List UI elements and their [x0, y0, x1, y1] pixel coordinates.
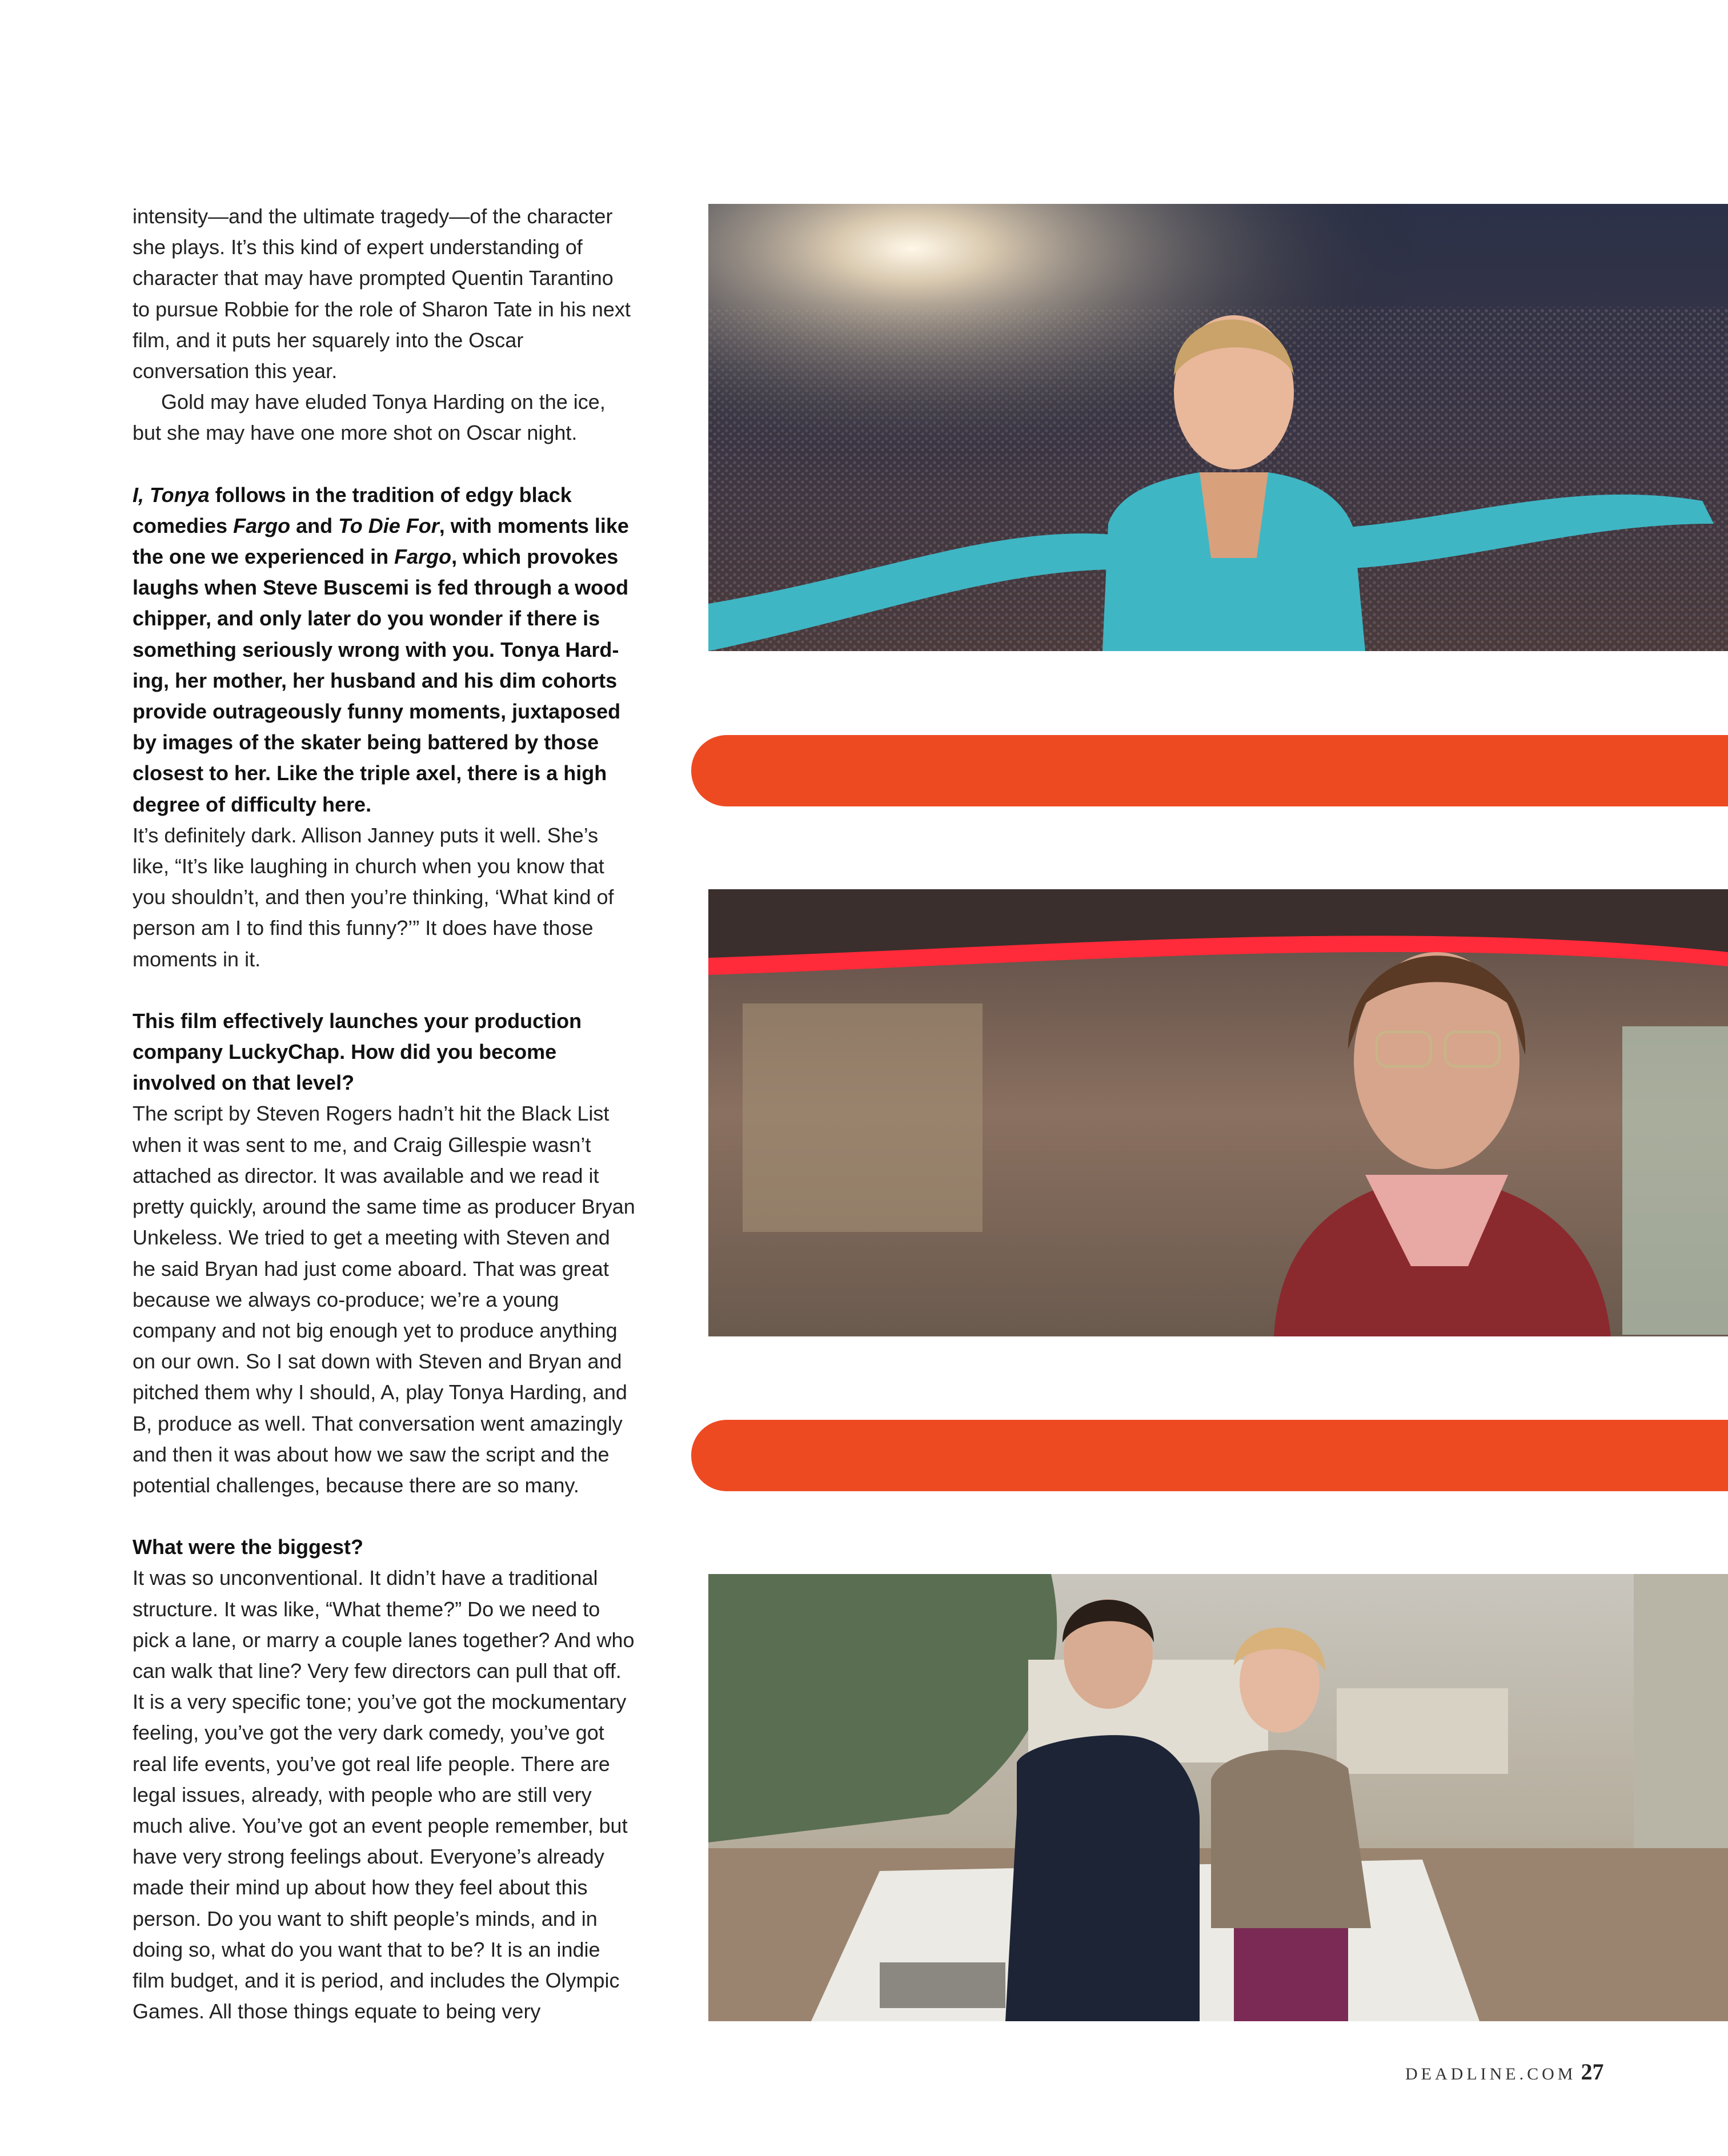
paragraph-2: Gold may have eluded Tonya Harding on the ice, but she may have one more shot on Oscar night. [133, 390, 606, 445]
question-1-title-fargo-2: Fargo [394, 545, 452, 569]
accent-bar-2 [691, 1420, 1728, 1491]
answer-1: It’s definitely dark. Allison Janney puts it well. She’s like, “It’s like laughing in church when you know that you shouldn’t, and then you’re thinking, ‘What kind of person am I to find this funny?’” It does have those moments in it. [133, 823, 614, 971]
article-column [133, 201, 635, 2027]
question-1-text-d: , which provokes laughs when Steve Buscemi is fed through a wood chipper, and only later do you wonder if there is something seriously wrong with you. Tonya Harding, her mother, her husband and his dim cohorts provide outrageously funny moments, juxtaposed by images of the skater being battered by those closest to her. Like the triple axel, there is a high degree of difficulty here. [133, 545, 629, 816]
page-footer [1405, 2058, 1603, 2085]
question-1-title-fargo: Fargo [233, 513, 291, 537]
couple-by-car-photo [708, 1574, 1728, 2021]
question-1-title-todiefor: To Die For [338, 513, 439, 537]
accent-bar-1 [691, 735, 1728, 806]
question-1-title: I, Tonya [133, 483, 210, 507]
question-1 [133, 480, 635, 820]
question-1-text-a: follows in the tradition of edgy black comedies [133, 483, 572, 537]
diner-woman-photo [708, 889, 1728, 1336]
skater-arena-photo [708, 204, 1728, 651]
question-1-text-b: and [290, 513, 339, 537]
question-1-text-c: , with moments like the one we experienced in [133, 513, 629, 569]
paragraph-1: intensity—and the ultimate tragedy—of the character she plays. It’s this kind of expert understanding of character that may have prompted Quentin Tarantino to pursue Robbie for the role of Sharon Tate in his next film, and it puts her squarely into the Oscar conversation this year. [133, 204, 631, 383]
answer-3: It was so unconventional. It didn’t have a traditional structure. It was like, “What theme?” Do we need to pick a lane, or marry a couple lanes together? And who can walk that line? Very few directors can pull that off. It is a very specific tone; you’ve got the mockumentary feeling, you’ve got the very dark comedy, you’ve got real life events, you’ve got real life people. There are legal issues, already, with people who are still very much alive. You’ve got an event people remember, but have very strong feelings about. Everyone’s already made their mind up about how they feel about this person. Do you want to shift people’s minds, and in doing so, what do you want that to be? It is an indie film budget, and it is period, and includes the Olympic Games. All those things equate to being very [133, 1566, 635, 2023]
page-number: 27 [1581, 2059, 1604, 2085]
question-2: This film effectively launches your production company LuckyChap. How did you become involved on that level? [133, 1009, 582, 1095]
question-3: What were the biggest? [133, 1535, 364, 1559]
footer-site: DEADLINE.COM [1405, 2065, 1577, 2083]
answer-2: The script by Steven Rogers hadn’t hit the Black List when it was sent to me, and Craig Gillespie wasn’t attached as director. It was available and we read it pretty quickly, around the same time as producer Bryan Unkeless. We tried to get a meeting with Steven and he said Bryan had just come aboard. That was great because we always co-produce; we’re a young company and not big enough yet to produce anything on our own. So I sat down with Steven and Bryan and pitched them why I should, A, play Tonya Harding, and B, produce as well. That conversation went amazingly and then it was about how we saw the script and the potential challenges, because there are so many. [133, 1102, 635, 1497]
